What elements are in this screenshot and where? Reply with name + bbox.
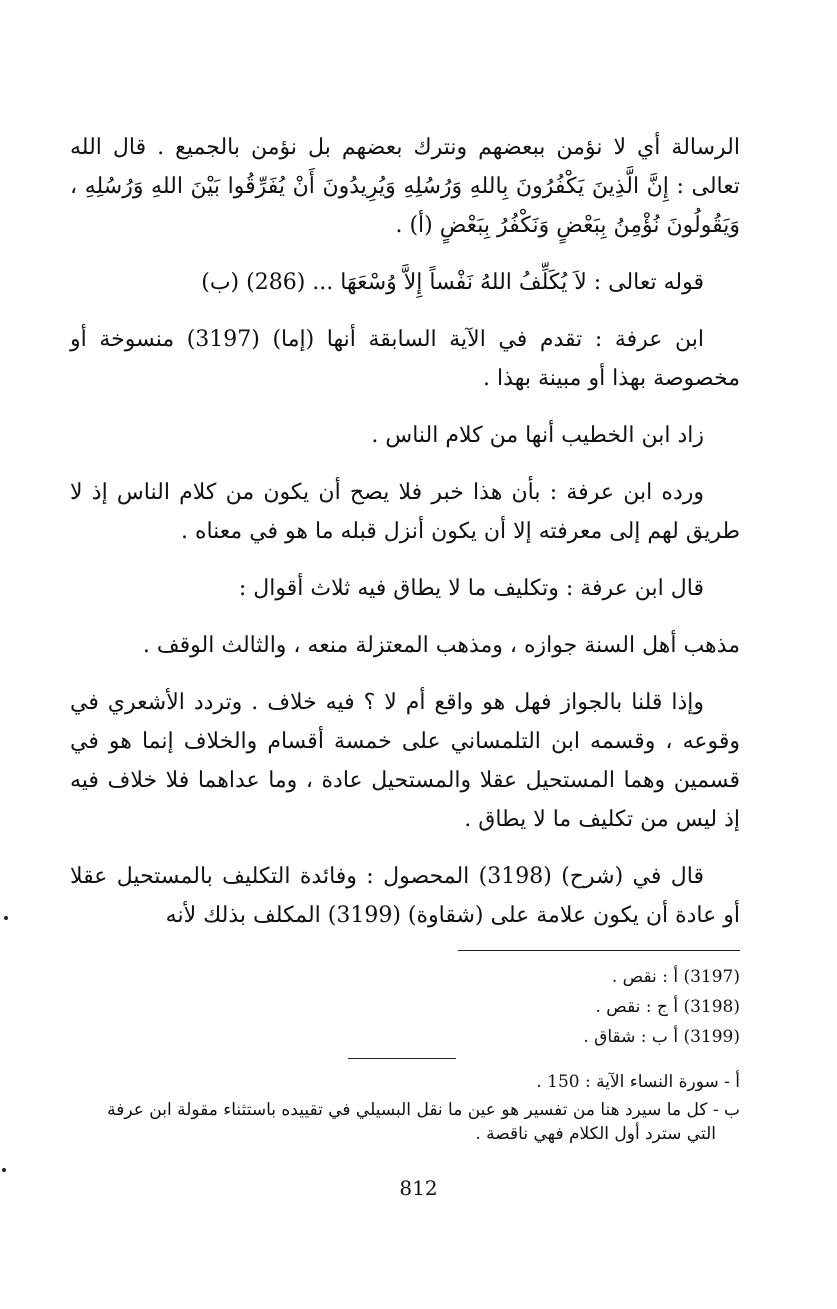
paragraph-1: الرسالة أي لا نؤمن ببعضهم ونترك بعضهم بل نؤمن بالجميع . قال الله تعالى : إِنَّ الَّذِينَ يَكْفُرُونَ بِاللهِ وَرُسُلِهِ وَيُرِيدُونَ أَنْ يُفَرِّقُوا بَيْنَ اللهِ وَرُسُلِهِ ، وَيَقُولُونَ نُؤْمِنُ بِبَعْضٍ وَنَكْفُرُ بِبَعْضٍ (أ) . <box>70 135 740 238</box>
scan-speck <box>2 1168 6 1172</box>
footnote-a: أ - سورة النساء الآية : 150 . <box>536 1072 740 1092</box>
footnote-b-line-1: ب - كل ما سيرد هنا من تفسير هو عين ما نقل البسيلي في تقييده باستثناء مقولة ابن عرفة <box>107 1100 740 1120</box>
paragraph-6: قال ابن عرفة : وتكليف ما لا يطاق فيه ثلاث أقوال : <box>238 576 704 601</box>
scan-speck <box>4 916 8 920</box>
textual-note-3199: (3199) أ ب : شقاق . <box>583 1027 740 1047</box>
main-text <box>70 128 740 953</box>
textual-note-3197: (3197) أ : نقص . <box>611 967 740 987</box>
paragraph-5: ورده ابن عرفة : بأن هذا خبر فلا يصح أن يكون من كلام الناس إذ لا طريق لهم إلى معرفته إلا أن يكون أنزل قبله ما هو في معناه . <box>70 480 740 544</box>
paragraph-2: قوله تعالى : لاَ يُكَلِّفُ اللهُ نَفْساً إِلاَّ وُسْعَهَا ... (286) (ب) <box>201 270 704 295</box>
footnote-b <box>80 1098 740 1146</box>
footnote-divider-short <box>348 1058 456 1059</box>
footnote-divider <box>458 950 740 951</box>
footnote-b-line-2: التي سترد أول الكلام فهي ناقصة . <box>475 1124 716 1144</box>
paragraph-7: مذهب أهل السنة جوازه ، ومذهب المعتزلة منعه ، والثالث الوقف . <box>142 633 740 658</box>
textual-note-3198: (3198) أ ج : نقص . <box>595 997 740 1017</box>
paragraph-4: زاد ابن الخطيب أنها من كلام الناس . <box>371 423 704 448</box>
paragraph-9: قال في (شرح) (3198) المحصول : وفائدة التكليف بالمستحيل عقلا أو عادة أن يكون علامة على (شقاوة) (3199) المكلف بذلك لأنه <box>70 864 740 928</box>
paragraph-3: ابن عرفة : تقدم في الآية السابقة أنها (إما) (3197) منسوخة أو مخصوصة بهذا أو مبينة بهذا . <box>70 327 740 391</box>
paragraph-8: وإذا قلنا بالجواز فهل هو واقع أم لا ؟ فيه خلاف . وتردد الأشعري في وقوعه ، وقسمه ابن التلمساني على خمسة أقسام والخلاف إنما هو في قسمين وهما المستحيل عقلا والمستحيل عادة ، وما عداهما فلا خلاف فيه إذ ليس من تكليف ما لا يطاق . <box>70 690 740 832</box>
page-number: 812 <box>399 1176 438 1200</box>
